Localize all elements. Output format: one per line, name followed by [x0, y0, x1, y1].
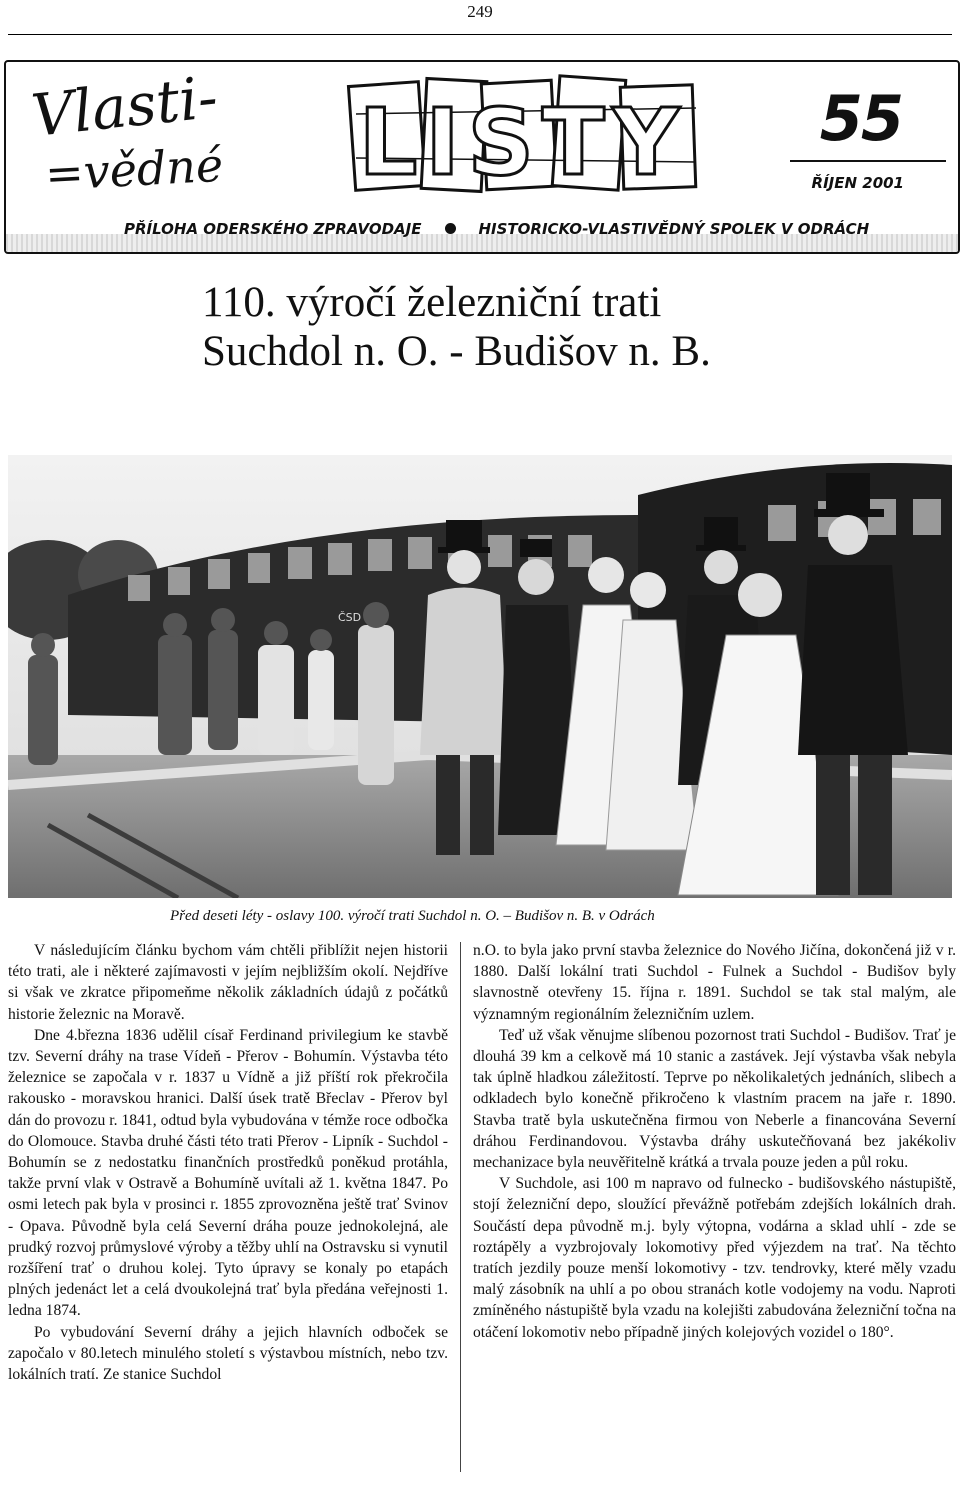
issue-divider	[790, 160, 946, 162]
article-column-right	[473, 940, 956, 1343]
article-column-left	[8, 940, 448, 1385]
photo-caption: Před deseti léty - oslavy 100. výročí trati Suchdol n. O. – Budišov n. B. v Odrách	[170, 908, 655, 924]
masthead-logo	[6, 62, 766, 212]
paragraph: Teď už však věnujme slíbenou pozornost trati Suchdol - Budišov. Trať je dlouhá 39 km a celkově má 10 stanic a zastávek. Její výstavba však nebyla tak úplně hladkou záležitostí. Teprve po několikaletých jednáních, slibech a odkladech bylo konečně přikročeno k vlastním pracem na jaře r. 1890. Stavba tratě byla uskutečněna firmou von Neberle a financována Severní dráhou Ferdinandovou. Výstavba dráhy uskutečňovaná bez jakékoliv mechanizace byla neuvěřitelně krátká a trvala pouze jeden a půl roku.	[473, 1026, 956, 1172]
photo-illustration	[8, 455, 952, 898]
masthead	[4, 60, 960, 254]
paragraph: Po vybudování Severní dráhy a jejich hlavních odboček se započalo v 80.letech minulého století s výstavbou místních, nebo tzv. lokálních tratí. Ze stanice Suchdol	[8, 1323, 448, 1384]
masthead-subtitle	[124, 220, 924, 238]
paragraph: V Suchdole, asi 100 m napravo od fulnecko - budišovského nástupiště, stojí železniční depo, sloužící převážně potřebám zdejších lokálních drah. Součástí depa původně m.j. byly výtopna, vodárna a sklad uhlí - zde se roztápěly a vyzbrojovaly lokomotivy před výjezdem na trať. Na těchto tratích jezdily pouze menší lokomotivy - tzv. tendrovky, které měly vzadu malý zásobník na uhlí a po obou stranách kotle vodojemy na vodu. Naproti zmíněného nástupiště byla vzadu na kolejišti zabudována železniční točna na otáčení lokomotiv nebo případně jiných kolejových vozidel o 180°.	[473, 1175, 956, 1341]
bullet-dot	[445, 223, 456, 234]
issue-number: 55	[819, 82, 902, 155]
headline-line-2: Suchdol n. O. - Budišov n. B.	[202, 328, 711, 375]
paragraph: V následujícím článku bychom vám chtěli přiblížit nejen historii této trati, ale i některé zajímavosti v jejím nejbližším okolí. Nejdříve si však ve zkratce připomeňme několik základních údajů z počátků historie železnic na Moravě.	[8, 942, 448, 1023]
coach-sign: ČSD	[338, 611, 362, 624]
page-number: 249	[467, 2, 493, 21]
subtitle-left: PŘÍLOHA ODERSKÉHO ZPRAVODAJE	[124, 220, 422, 238]
subtitle-right: HISTORICKO-VLASTIVĚDNÝ SPOLEK V ODRÁCH	[478, 220, 870, 238]
paragraph-continuation: n.O. to byla jako první stavba železnice do Nového Jičína, dokončená již v r. 1880. Další lokální trati Suchdol - Fulnek a Suchdol - Budišov byly slavnostně otevřeny 15. října r. 1891. Suchdol se tak stal malým, ale významným regionálním železničním uzlem.	[473, 942, 956, 1023]
article-headline	[202, 278, 711, 376]
headline-line-1: 110. výročí železniční trati	[202, 279, 662, 326]
header-rule	[8, 34, 952, 35]
issue-date: ŘÍJEN 2001	[811, 174, 904, 192]
logo-text-vedne: =vědné	[43, 137, 225, 201]
logo-listy	[348, 76, 696, 196]
paragraph: Dne 4.března 1836 udělil císař Ferdinand privilegium ke stavbě tzv. Severní dráhy na trase Vídeň - Přerov - Bohumín. Výstavba této železnice se započala v r. 1837 u Vídně a již příští rok překročila rakousko - moravskou hranici. Další úsek tratě Břeclav - Přerov byl dán do provozu r. 1841, odtud byla vybudována v témže roce odbočka do Olomouce. Stavba druhé části této trati Přerov - Lipník - Suchdol - Bohumín se z nedostatku finančních prostředků poněkud protáhla, takže první vlak v Ostravě a Bohumíně uvítali až 1. května 1847. Po osmi letech pak byla v prosinci r. 1855 zprovozněna ještě trať Svinov - Opava. Původně byla celá Severní dráha pouze jednokolejná, ale prudký rozvoj průmyslové výroby a těžby uhlí na Ostravsku si vynutil rozšíření trať o druhou kolej. Tyto úpravy se konaly po etapách plných jedenáct let a celá dvoukolejná trať byla předána veřejnosti 1. ledna 1874.	[8, 1026, 448, 1320]
column-divider	[460, 942, 461, 1472]
logo-text-listy: LISTY	[358, 89, 688, 196]
photo-celebration	[8, 455, 952, 898]
logo-text-vlasti: Vlasti-	[28, 62, 221, 150]
